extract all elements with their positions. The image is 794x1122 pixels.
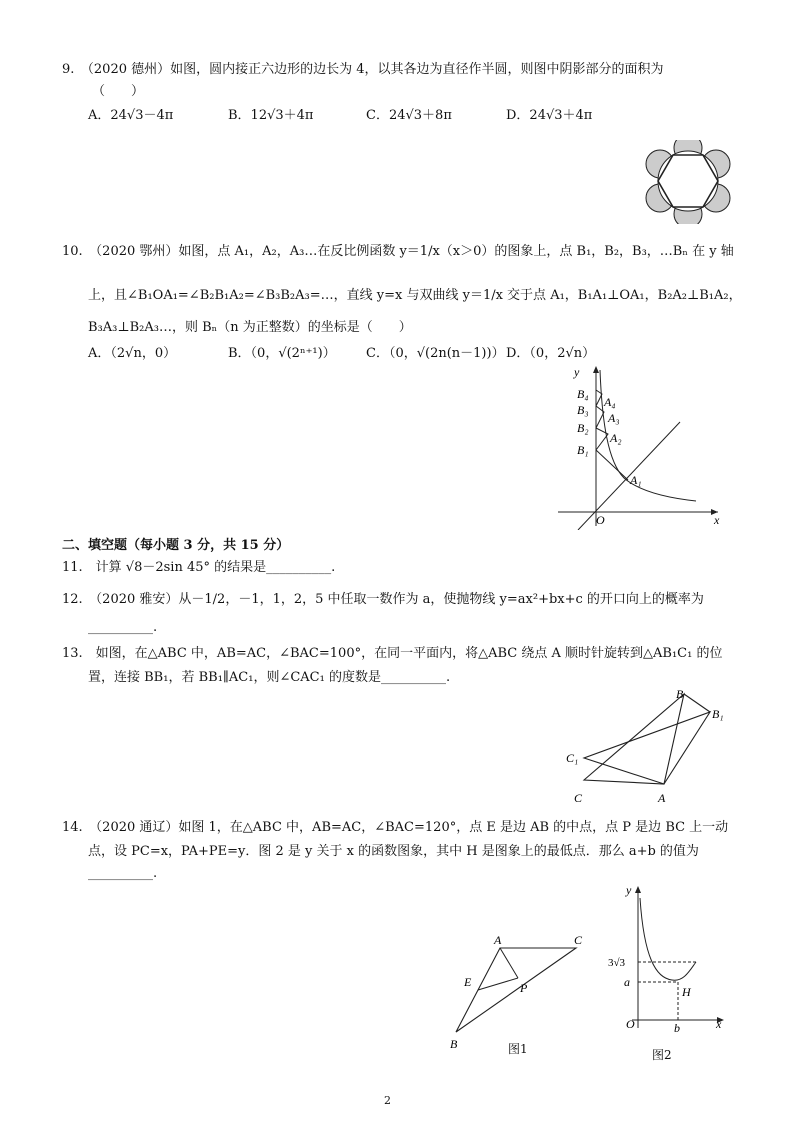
- q10-fig-label-b3: B₃: [577, 403, 589, 417]
- q10-fig-label-a1: A₁: [630, 473, 642, 487]
- q10-fig-label-y: y: [574, 365, 580, 379]
- q14-fig2-label-h: H: [682, 985, 691, 999]
- q10-option-d: D．（0，2√n）: [506, 346, 596, 361]
- q11-text: 11. 计算 √8－2sin 45° 的结果是__________.: [62, 560, 336, 575]
- q10-text-line3: B₃A₃⊥B₂A₃…，则 Bₙ（n 为正整数）的坐标是（ ）: [88, 320, 412, 335]
- q10-text-line2: 上，且∠B₁OA₁=∠B₂B₁A₂=∠B₃B₂A₃=…，直线 y=x 与双曲线 y＝1/x 交于点 A₁，B₁A₁⊥OA₁，B₂A₂⊥B₁A₂，: [88, 288, 742, 303]
- q14-fig1-label-p: P: [520, 981, 528, 995]
- q14-fig1-label-b: B: [450, 1037, 458, 1051]
- q10-fig-label-x: x: [714, 513, 720, 527]
- section-2-heading: 二、填空题（每小题 3 分，共 15 分）: [62, 538, 290, 553]
- q10-fig-label-b1: B₁: [577, 443, 589, 457]
- q10-option-a: A．（2√n，0）: [88, 346, 177, 361]
- q9-option-d: D．24√3＋4π: [506, 108, 593, 123]
- q10-fig-label-a3: A₃: [608, 411, 620, 425]
- q13-fig-label-a: A: [658, 791, 666, 805]
- q10-fig-label-b4: B₄: [577, 387, 589, 401]
- q14-text-line1: 14. （2020 通辽）如图 1，在△ABC 中，AB=AC，∠BAC=120°，点 E 是边 AB 的中点，点 P 是边 BC 上一动: [62, 820, 729, 835]
- q14-fig2-label-y: y: [626, 883, 632, 897]
- page-number: 2: [384, 1094, 391, 1107]
- q14-text-line3: __________.: [88, 866, 158, 881]
- q13-text-line2: 置，连接 BB₁，若 BB₁∥AC₁，则∠CAC₁ 的度数是__________.: [88, 670, 451, 685]
- q14-figure-2: [604, 878, 732, 1038]
- q14-text-line2: 点，设 PC=x，PA+PE=y．图 2 是 y 关于 x 的函数图象，其中 H 是图象上的最低点．那么 a+b 的值为: [88, 844, 699, 859]
- q12-text-line2: __________.: [88, 620, 158, 635]
- q13-fig-label-c: C: [574, 791, 583, 805]
- q13-fig-label-b: B: [676, 687, 684, 701]
- q10-option-c: C．（0，√(2n(n－1))）: [366, 346, 505, 361]
- q13-text-line1: 13. 如图，在△ABC 中，AB=AC，∠BAC=100°，在同一平面内，将△ABC 绕点 A 顺时针旋转到△AB₁C₁ 的位: [62, 646, 723, 661]
- q10-fig-label-b2: B₂: [577, 421, 589, 435]
- q14-fig2-label-a: a: [624, 975, 630, 989]
- q14-fig2-label-b: b: [674, 1021, 680, 1035]
- q13-figure: [560, 684, 736, 808]
- q12-text-line1: 12. （2020 雅安）从－1/2，－1，1，2，5 中任取一数作为 a，使抛物线 y=ax²+bx+c 的开口向上的概率为: [62, 592, 704, 607]
- q13-fig-label-c1: C₁: [566, 751, 579, 765]
- q9-text-line1: 9. （2020 德州）如图，圆内接正六边形的边长为 4，以其各边为直径作半圆，则图中阴影部分的面积为: [62, 62, 664, 77]
- q10-option-b: B．（0，√(2ⁿ⁺¹)）: [228, 346, 336, 361]
- q9-option-b: B．12√3＋4π: [228, 108, 314, 123]
- q9-figure-hexagon: [642, 140, 734, 224]
- q14-fig1-caption: 图1: [508, 1042, 528, 1056]
- q10-fig-label-a2: A₂: [610, 431, 622, 445]
- q14-fig1-label-e: E: [464, 975, 472, 989]
- q14-fig1-label-a: A: [494, 933, 502, 947]
- q13-fig-label-b1: B₁: [712, 707, 724, 721]
- q14-fig2-label-o: O: [626, 1017, 635, 1031]
- q14-fig1-label-c: C: [574, 933, 583, 947]
- q9-text-line2: （ ）: [92, 84, 145, 99]
- q14-fig2-label-3sqrt3: 3√3: [608, 957, 626, 969]
- q10-fig-label-a4: A₄: [604, 395, 616, 409]
- q14-figure-1: [446, 928, 596, 1058]
- q10-text-line1: 10. （2020 鄂州）如图，点 A₁，A₂，A₃…在反比例函数 y＝1/x（x＞0）的图象上，点 B₁，B₂，B₃，…Bₙ 在 y 轴: [62, 244, 734, 259]
- q10-figure: [556, 362, 732, 530]
- q10-fig-label-o: O: [596, 513, 605, 527]
- q9-option-a: A．24√3－4π: [88, 108, 174, 123]
- q14-fig2-caption: 图2: [652, 1048, 672, 1062]
- q14-fig2-label-x: x: [716, 1017, 722, 1031]
- q9-option-c: C．24√3＋8π: [366, 108, 452, 123]
